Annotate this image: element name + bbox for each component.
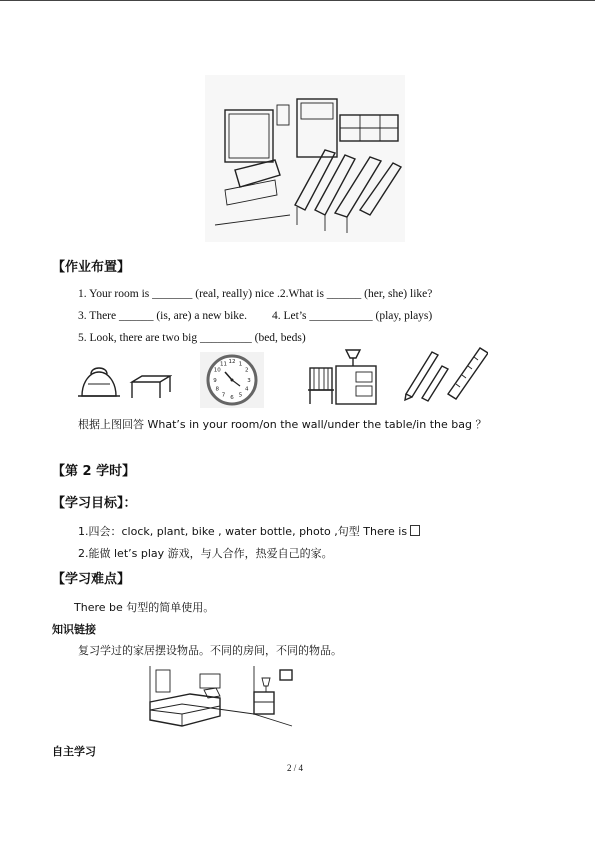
checkbox-glyph	[410, 525, 420, 536]
goal-2: 2.能做 let’s play 游戏，与人合作，热爱自己的家。	[78, 547, 333, 560]
clock-numeral: 7	[221, 392, 226, 399]
goals-heading: 【学习目标】：	[52, 496, 137, 511]
clock-numeral: 5	[238, 392, 243, 399]
goal-1-text: 1.四会：clock, plant, bike , water bottle, photo ,句型 There is	[78, 525, 408, 538]
bed-shape	[150, 694, 220, 726]
clock-numeral: 1	[238, 361, 243, 368]
pencils-ruler-icon	[402, 344, 488, 402]
difficulty-text: There be 句型的简单使用。	[74, 601, 215, 614]
bedroom-illustration	[142, 664, 294, 730]
clock-numeral: 2	[244, 367, 249, 374]
homework-item-3: 3. There ______ (is, are) a new bike.	[78, 310, 248, 322]
clock-numeral: 10	[213, 367, 221, 374]
lesson-2-heading: 【第 2 学时】	[52, 464, 136, 479]
desk-lamp-chair-icon	[306, 346, 378, 406]
difficulty-heading: 【学习难点】	[52, 572, 131, 587]
top-rule	[0, 0, 595, 1]
clock-numeral: 11	[220, 361, 227, 368]
nightstand-shape	[254, 692, 274, 714]
homework-item-5: 5. Look, there are two big _________ (bed, beds)	[78, 332, 306, 344]
clock-numeral: 6	[230, 395, 234, 401]
clock-numeral: 3	[247, 378, 251, 384]
homework-heading: 【作业布置】	[52, 260, 131, 275]
goal-1	[78, 523, 420, 539]
knowledge-text: 复习学过的家居摆设物品。不同的房间，不同的物品。	[78, 644, 342, 657]
knowledge-heading: 知识链接	[52, 623, 96, 636]
homework-question: 根据上图回答 What’s in your room/on the wall/under the table/in the bag ？	[78, 418, 487, 431]
page-number: 2 / 4	[287, 763, 304, 773]
clock-icon	[200, 352, 264, 408]
homework-item-4: 4. Let’s ___________ (play, plays)	[272, 310, 433, 322]
clock-numeral: 4	[244, 386, 249, 393]
classroom-illustration	[205, 75, 405, 242]
bag-icon	[76, 362, 122, 402]
homework-item-1: 1. Your room is _______ (real, really) nice .2.What is ______ (her, she) like?	[78, 288, 433, 300]
self-study-heading: 自主学习	[52, 745, 96, 758]
clock-numeral: 9	[213, 378, 217, 384]
clock-numeral: 12	[228, 359, 236, 365]
table-icon	[128, 372, 172, 402]
clock-numeral: 8	[215, 386, 220, 393]
curtain-shape	[156, 670, 170, 692]
